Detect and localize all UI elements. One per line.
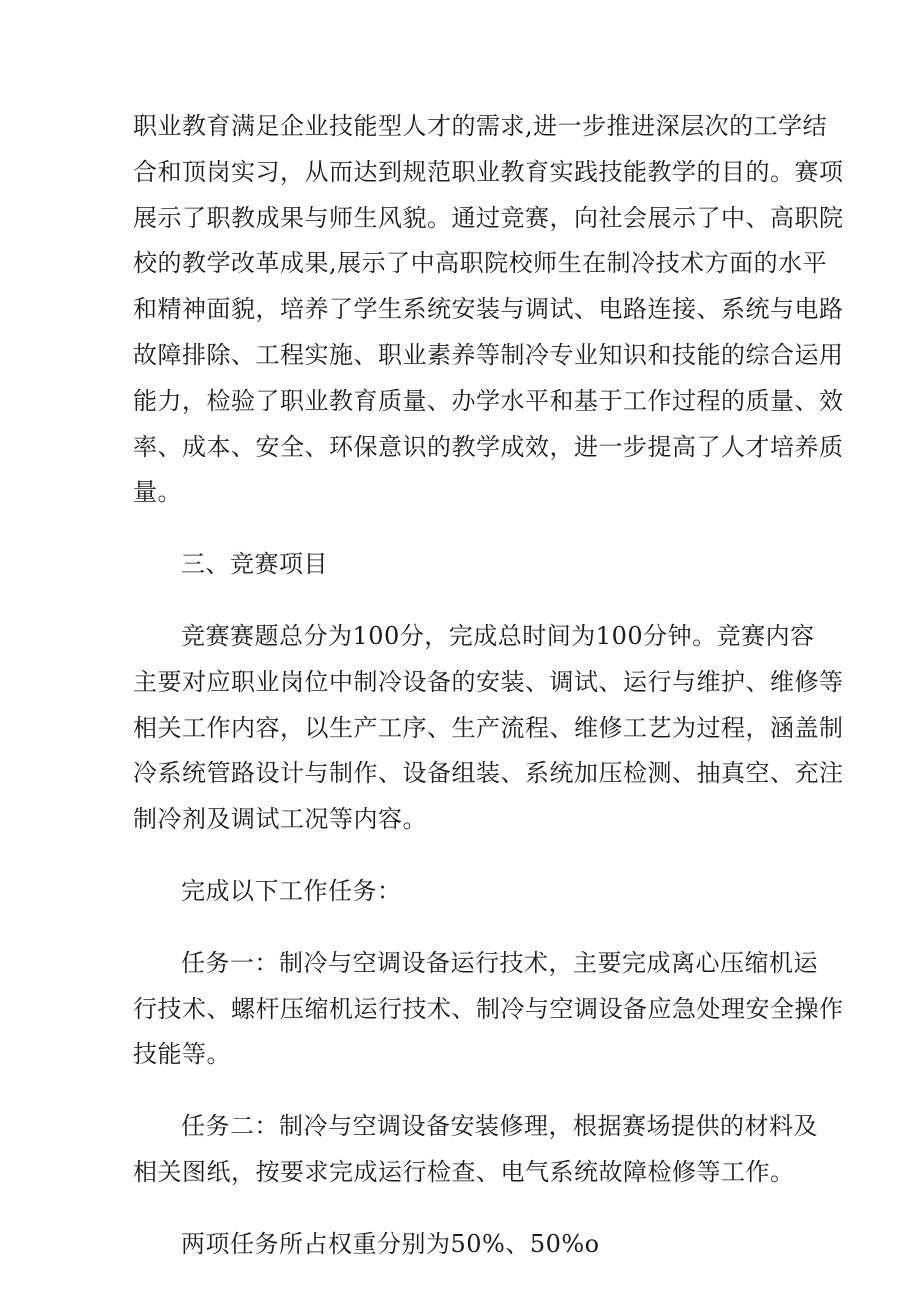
text-line: 竞赛赛题总分为100分，完成总时间为100分钟。竞赛内容	[181, 621, 815, 650]
text-line: 主要对应职业岗位中制冷设备的安装、调试、运行与维护、维修等	[133, 667, 844, 696]
text-line: 能力，检验了职业教育质量、办学水平和基于工作过程的质量、效	[133, 386, 844, 415]
paragraph-competition	[133, 614, 844, 843]
section-title: 三、竞赛项目	[181, 550, 328, 579]
text-line: 故障排除、工程实施、职业素养等制冷专业知识和技能的综合运用	[133, 340, 844, 369]
text-line: 职业教育满足企业技能型人才的需求,进一步推进深层次的工学结	[133, 112, 828, 140]
text-line: 任务一：制冷与空调设备运行技术，主要完成离心压缩机运	[181, 948, 818, 977]
text-line: 展示了职教成果与师生风貌。通过竞赛，向社会展示了中、高职院	[133, 203, 844, 232]
text-line: 冷系统管路设计与制作、设备组装、系统加压检测、抽真空、充注	[133, 759, 844, 788]
section-heading	[133, 542, 793, 588]
text-line: 任务二：制冷与空调设备安装修理，根据赛场提供的材料及	[181, 1112, 818, 1141]
text-line: 两项任务所占权重分别为50%、50%o	[181, 1229, 600, 1258]
text-line: 合和顶岗实习，从而达到规范职业教育实践技能教学的目的。赛项	[133, 157, 844, 186]
text-line: 制冷剂及调试工况等内容。	[133, 805, 427, 834]
text-line: 技能等。	[133, 1040, 231, 1069]
paragraph-weights	[133, 1222, 793, 1268]
paragraph-task-two	[133, 1104, 818, 1196]
paragraph-tasks-intro	[133, 869, 793, 915]
text-line: 完成以下工作任务：	[181, 876, 402, 905]
text-line: 相关工作内容，以生产工序、生产流程、维修工艺为过程，涵盖制	[133, 713, 844, 742]
text-line: 率、成本、安全、环保意识的教学成效，进一步提高了人才培养质	[133, 432, 844, 461]
paragraph-task-one	[133, 941, 844, 1078]
document-page	[133, 104, 844, 1268]
text-line: 相关图纸，按要求完成运行检查、电气系统故障检修等工作。	[133, 1157, 795, 1186]
paragraph-intro	[133, 104, 844, 516]
text-line: 校的教学改革成果,展示了中高职院校师生在制冷技术方面的水平	[133, 249, 828, 278]
text-line: 量。	[133, 478, 182, 507]
text-line: 和精神面貌，培养了学生系统安装与调试、电路连接、系统与电路	[133, 295, 844, 324]
text-line: 行技术、螺杆压缩机运行技术、制冷与空调设备应急处理安全操作	[133, 994, 844, 1023]
